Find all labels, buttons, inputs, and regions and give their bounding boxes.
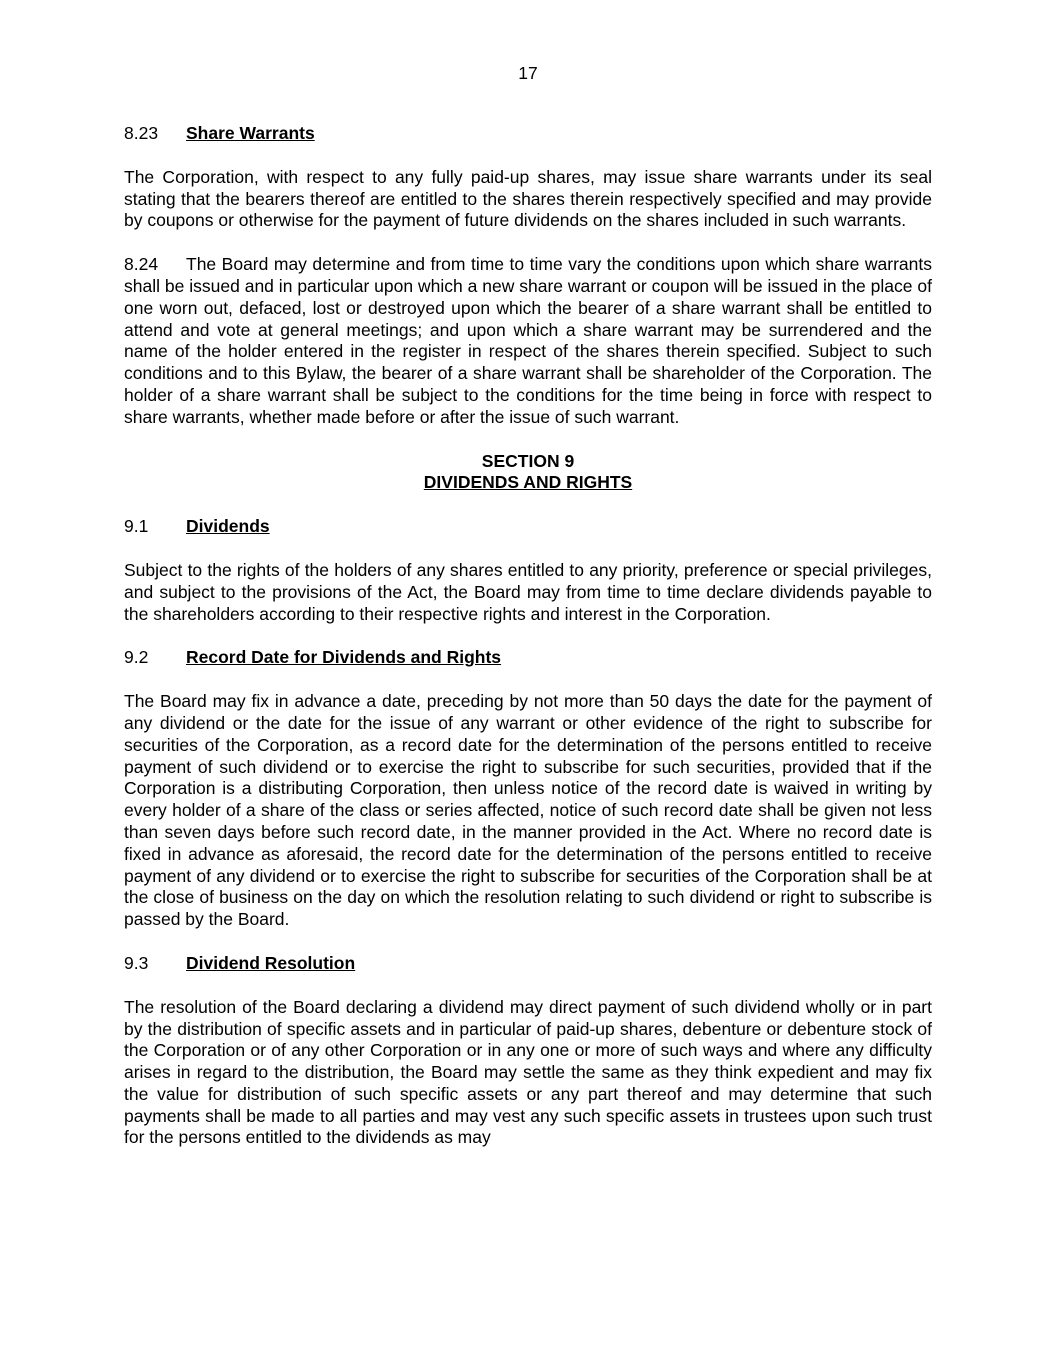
section-number: 8.24 (124, 254, 159, 275)
section-title: Dividend Resolution (186, 952, 356, 973)
section-number: 9.2 (124, 647, 149, 668)
page-number: 17 (518, 63, 538, 83)
heading-9-2 (124, 647, 932, 669)
paragraph-8-24 (124, 254, 932, 428)
heading-8-23 (124, 123, 932, 145)
page-content (124, 123, 932, 1171)
paragraph-9-2: The Board may fix in advance a date, preceding by not more than 50 days the date for the payment of any dividend or the date for the issue of any warrant or other evidence of the right to subscribe for securities of the Corporation, as a record date for the determination of the persons entitled to receive payment of such dividend or to exercise the right to subscribe for such securities, provided that if the Corporation is a distributing Corporation, then unless notice of the record date is waived in writing by every holder of a share of the class or series affected, notice of such record date shall be given not less than seven days before such record date, in the manner provided in the Act. Where no record date is fixed in advance as aforesaid, the record date for the determination of the persons entitled to receive payment of any dividend or to exercise the right to subscribe for securities of the Corporation shall be at the close of business on the day on which the resolution relating to such dividend or right to subscribe is passed by the Board. (124, 691, 932, 930)
paragraph-8-23: The Corporation, with respect to any fully paid-up shares, may issue share warrants under its seal stating that the bearers thereof are entitled to the shares therein respectively specified and may provide by coupons or otherwise for the payment of future dividends on the shares included in such warrants. (124, 166, 932, 231)
paragraph-9-1: Subject to the rights of the holders of any shares entitled to any priority, preference or special privileges, and subject to the provisions of the Act, the Board may from time to time declare dividends payable to the shareholders according to their respective rights and interest in the Corporation. (124, 559, 932, 624)
section-title: Share Warrants (186, 123, 315, 143)
section-9-heading (124, 451, 932, 495)
section-title: DIVIDENDS AND RIGHTS (423, 472, 633, 493)
paragraph-text: The Board may determine and from time to time vary the conditions upon which share warrants shall be issued and in particular upon which a new share warrant or coupon will be issued in the place of one worn out, defaced, lost or destroyed upon which the bearer of a share warrant shall be entitled to attend and vote at general meetings; and upon which a share warrant may be surrendered and the name of the holder entered in the register in respect of the shares therein specified. Subject to such conditions and to this Bylaw, the bearer of a share warrant shall be shareholder of the Corporation. The holder of a share warrant shall be subject to the conditions for the time being in force with respect to share warrants, whether made before or after the issue of such warrant. (124, 254, 932, 427)
section-number: 9.3 (124, 952, 149, 973)
section-label: SECTION 9 (481, 450, 575, 471)
paragraph-9-3: The resolution of the Board declaring a dividend may direct payment of such dividend wholly or in part by the distribution of specific assets and in particular of paid-up shares, debenture or debenture stock of the Corporation or of any other Corporation or in any one or more of such ways and where any difficulty arises in regard to the distribution, the Board may settle the same as they think expedient and may fix the value for distribution of such specific assets or any part thereof and may determine that such payments shall be made to all parties and may vest any such specific assets in trustees upon such trust for the persons entitled to the dividends as may (124, 996, 932, 1148)
section-number: 8.23 (124, 123, 159, 143)
heading-9-3 (124, 953, 932, 975)
section-title: Dividends (186, 516, 270, 537)
section-title: Record Date for Dividends and Rights (186, 647, 502, 668)
section-number: 9.1 (124, 516, 149, 537)
heading-9-1 (124, 516, 932, 538)
